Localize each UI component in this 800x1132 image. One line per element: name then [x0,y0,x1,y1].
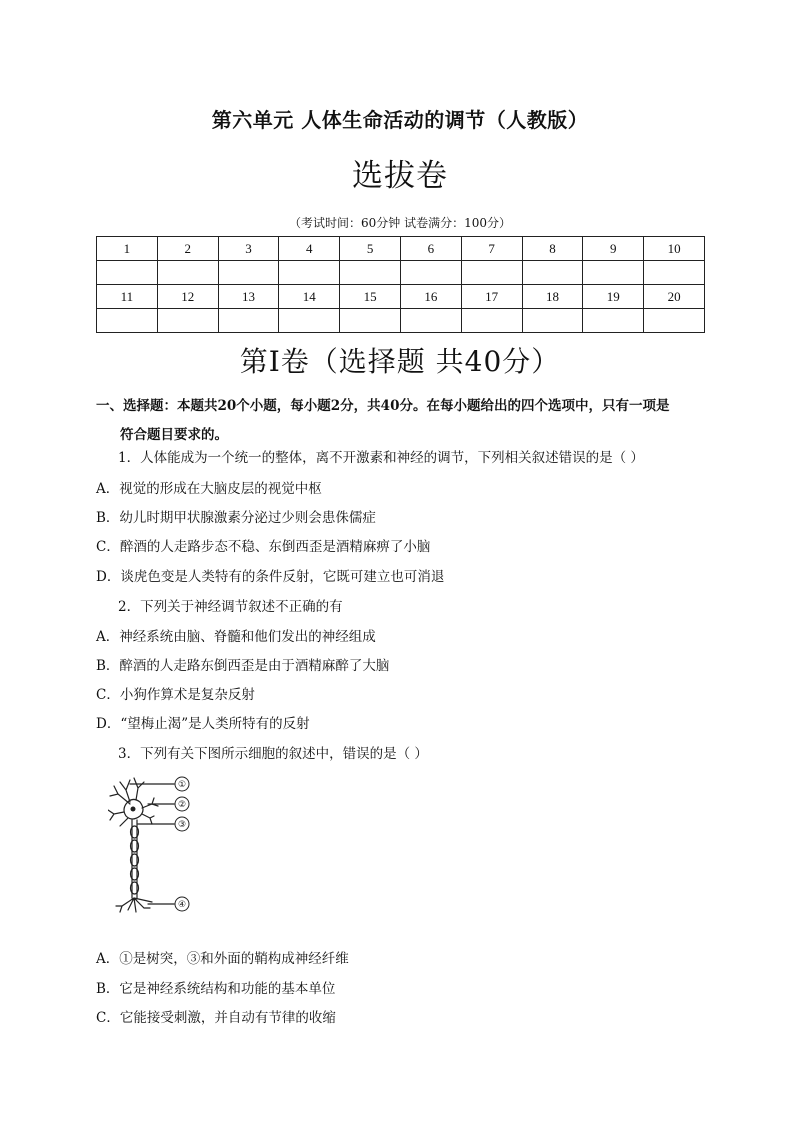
answer-blank-cell[interactable] [279,261,340,285]
answer-number-cell: 6 [400,237,461,261]
question-3-option-c[interactable]: C．它能接受刺激，并自动有节律的收缩 [96,1010,336,1026]
answer-blank-cell[interactable] [157,309,218,333]
section-instructions-line2: 符合题目要求的。 [120,427,228,443]
answer-number-cell: 11 [97,285,158,309]
paper-name: 选拔卷 [352,158,448,194]
answer-number-row [97,285,705,309]
answer-number-cell: 7 [461,237,522,261]
answer-number-cell: 2 [157,237,218,261]
answer-blank-cell[interactable] [218,261,279,285]
answer-blank-cell[interactable] [400,309,461,333]
question-1-option-c[interactable]: C．醉酒的人走路步态不稳、东倒西歪是酒精麻痹了小脑 [96,539,431,555]
answer-number-cell: 17 [461,285,522,309]
answer-blank-row [97,309,705,333]
answer-number-cell: 3 [218,237,279,261]
neuron-figure [108,770,198,920]
answer-table [96,236,705,333]
question-2-option-d[interactable]: D．“望梅止渴”是人类所特有的反射 [96,716,310,732]
answer-blank-cell[interactable] [583,309,644,333]
question-3-stem: 3．下列有关下图所示细胞的叙述中，错误的是（ ） [118,746,428,762]
answer-blank-cell[interactable] [644,309,705,333]
answer-blank-cell[interactable] [97,261,158,285]
question-1-option-a[interactable]: A．视觉的形成在大脑皮层的视觉中枢 [96,481,322,497]
question-3-option-b[interactable]: B．它是神经系统结构和功能的基本单位 [96,981,336,997]
answer-blank-row [97,261,705,285]
answer-blank-cell[interactable] [97,309,158,333]
answer-number-cell: 4 [279,237,340,261]
question-2-option-c[interactable]: C．小狗作算术是复杂反射 [96,687,255,703]
answer-blank-cell[interactable] [461,261,522,285]
question-1-stem: 1．人体能成为一个统一的整体，离不开激素和神经的调节，下列相关叙述错误的是（ ） [118,450,644,466]
exam-info: （考试时间：60分钟 试卷满分：100分） [289,216,511,230]
section-instructions [96,392,716,450]
question-2-stem: 2．下列关于神经调节叙述不正确的有 [118,599,343,615]
unit-title: 第六单元 人体生命活动的调节（人教版） [211,108,589,132]
answer-blank-cell[interactable] [461,309,522,333]
answer-blank-cell[interactable] [340,261,401,285]
answer-blank-cell[interactable] [522,309,583,333]
answer-blank-cell[interactable] [218,309,279,333]
question-2-option-b[interactable]: B．醉酒的人走路东倒西歪是由于酒精麻醉了大脑 [96,658,390,674]
answer-number-cell: 18 [522,285,583,309]
answer-number-cell: 10 [644,237,705,261]
answer-blank-cell[interactable] [400,261,461,285]
answer-number-cell: 8 [522,237,583,261]
section-instructions-line1: 一、选择题：本题共20个小题，每小题2分，共40分。在每小题给出的四个选项中，只有一项是 [96,398,670,414]
answer-blank-cell[interactable] [157,261,218,285]
figure-label-1: ① [177,780,187,790]
answer-number-cell: 12 [157,285,218,309]
neuron-diagram [108,770,198,920]
answer-blank-cell[interactable] [644,261,705,285]
answer-blank-cell[interactable] [522,261,583,285]
answer-number-cell: 15 [340,285,401,309]
answer-number-cell: 19 [583,285,644,309]
part-title: 第Ⅰ卷（选择题 共40分） [239,345,561,378]
answer-number-cell: 16 [400,285,461,309]
answer-number-cell: 20 [644,285,705,309]
answer-number-cell: 13 [218,285,279,309]
question-2-option-a[interactable]: A．神经系统由脑、脊髓和他们发出的神经组成 [96,629,376,645]
answer-number-cell: 9 [583,237,644,261]
answer-number-cell: 5 [340,237,401,261]
question-1-option-d[interactable]: D．谈虎色变是人类特有的条件反射，它既可建立也可消退 [96,569,445,585]
answer-number-cell: 1 [97,237,158,261]
answer-blank-cell[interactable] [340,309,401,333]
answer-blank-cell[interactable] [279,309,340,333]
figure-label-3: ③ [177,820,187,830]
answer-number-row [97,237,705,261]
figure-label-4: ④ [177,900,187,910]
answer-number-cell: 14 [279,285,340,309]
question-1-option-b[interactable]: B．幼儿时期甲状腺激素分泌过少则会患侏儒症 [96,510,376,526]
question-3-option-a[interactable]: A．①是树突，③和外面的鞘构成神经纤维 [96,951,349,967]
figure-label-2: ② [177,800,187,810]
answer-blank-cell[interactable] [583,261,644,285]
